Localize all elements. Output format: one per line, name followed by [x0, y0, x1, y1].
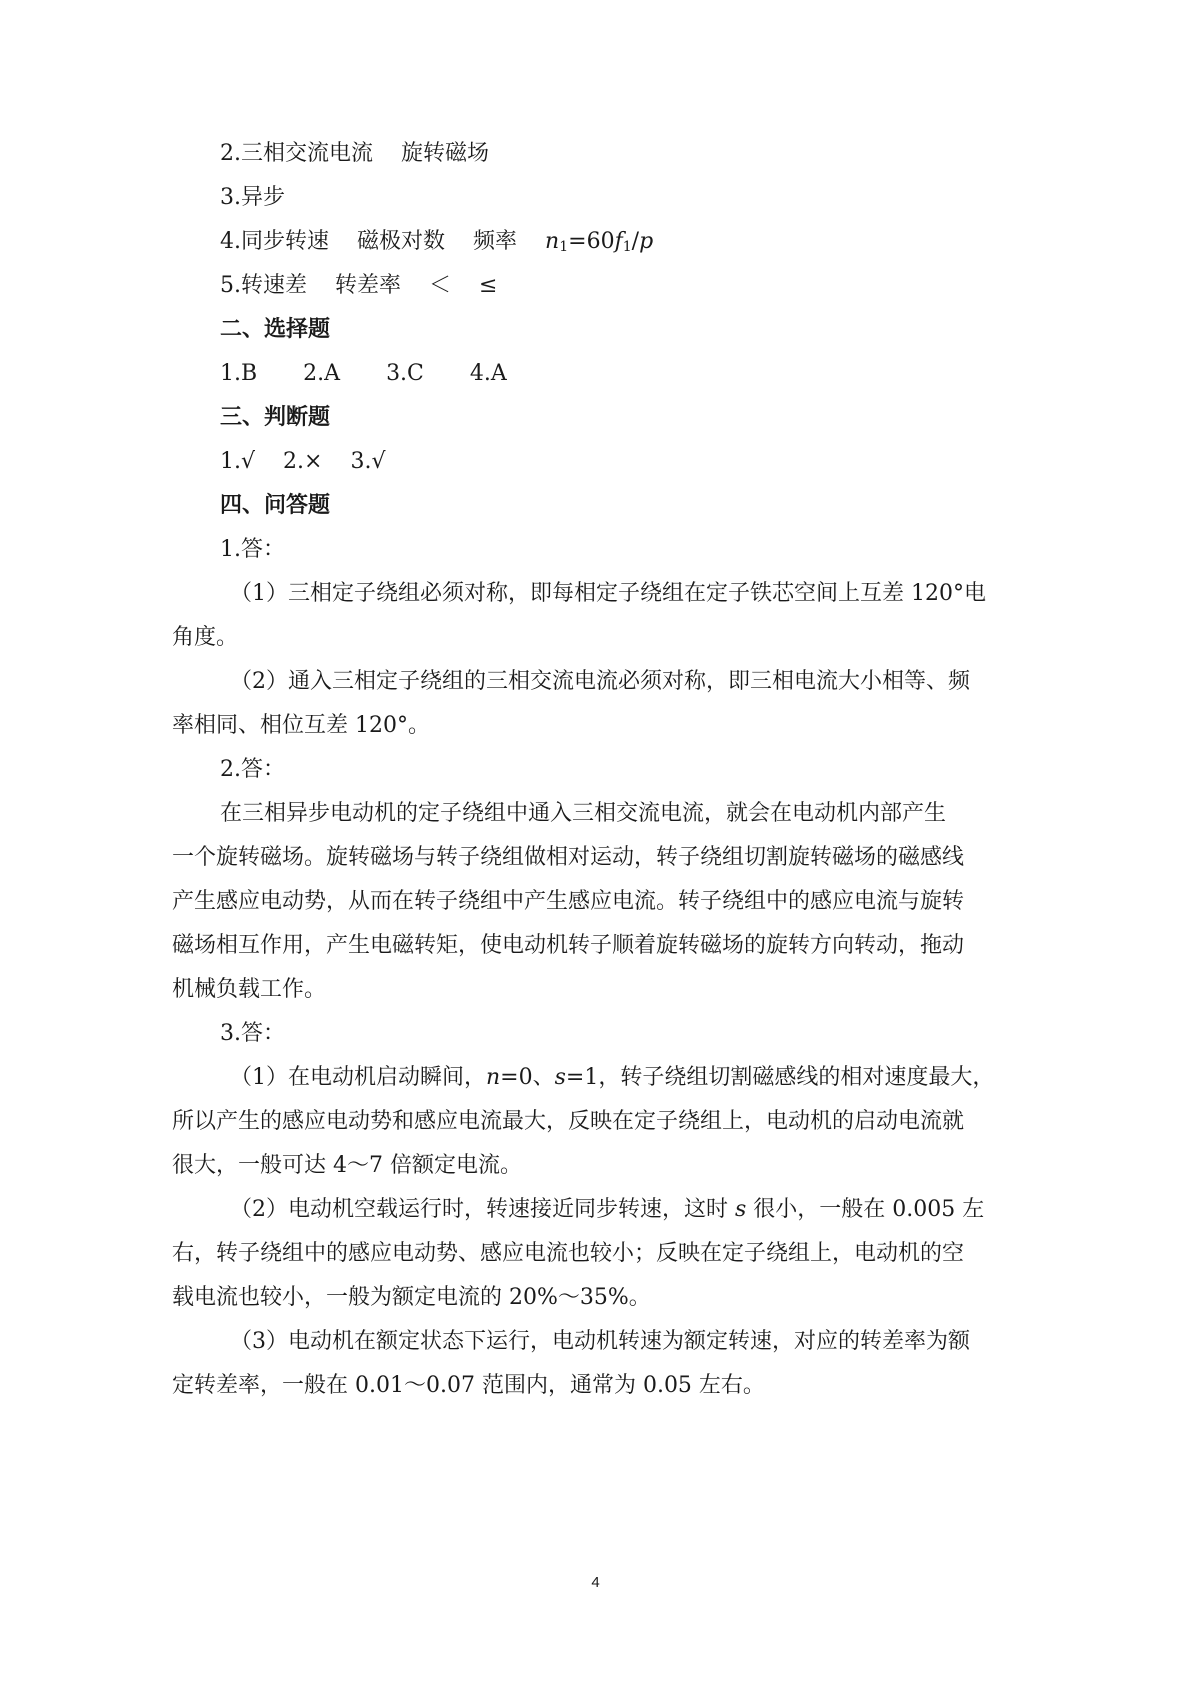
formula-var-f: f: [614, 229, 623, 254]
var-s: s: [735, 1197, 747, 1222]
qa-label-3: 3.答：: [220, 1021, 285, 1046]
choice-answer: 4.A: [469, 361, 507, 386]
judge-answer: 1.√: [220, 449, 256, 474]
var-s: s: [554, 1065, 566, 1090]
var-n: n: [486, 1065, 501, 1090]
paragraph-line: [230, 1195, 984, 1225]
answer-text: 频率: [473, 229, 518, 254]
section-title-choice: 二、选择题: [220, 317, 331, 342]
page-number: 4: [591, 1574, 600, 1591]
answer-text: 旋转磁场: [401, 141, 490, 166]
item-number: 3.: [220, 185, 241, 210]
text-run: （2）电动机空载运行时，转速接近同步转速，这时: [230, 1197, 735, 1222]
paragraph-line: （1）三相定子绕组必须对称，即每相定子绕组在定子铁芯空间上互差 120°电: [230, 581, 986, 606]
paragraph-line: 所以产生的感应电动势和感应电流最大，反映在定子绕组上，电动机的启动电流就: [172, 1109, 965, 1134]
fill-answer-2: [220, 139, 489, 169]
fill-answer-4: [220, 227, 653, 257]
text-run: （1）在电动机启动瞬间，: [230, 1065, 486, 1090]
fill-answer-3: [220, 183, 285, 213]
text-run: 很小，一般在 0.005 左: [746, 1197, 985, 1222]
qa-label-2: 2.答：: [220, 757, 285, 782]
text-run: =0、: [500, 1065, 555, 1090]
paragraph-line: 一个旋转磁场。旋转磁场与转子绕组做相对运动，转子绕组切割旋转磁场的磁感线: [172, 845, 965, 870]
paragraph-line: （2）通入三相定子绕组的三相交流电流必须对称，即三相电流大小相等、频: [230, 669, 970, 694]
answer-text: 同步转速: [241, 229, 330, 254]
formula-subscript: 1: [622, 239, 632, 255]
answer-text: 三相交流电流: [241, 141, 374, 166]
paragraph-line: 定转差率，一般在 0.01～0.07 范围内，通常为 0.05 左右。: [172, 1373, 765, 1398]
formula-subscript: 1: [559, 239, 569, 255]
choice-answer: 3.C: [386, 361, 424, 386]
item-number: 5.: [220, 273, 241, 298]
item-number: 4.: [220, 229, 241, 254]
section-title-qa: 四、问答题: [220, 493, 331, 518]
fill-answer-5: [220, 271, 497, 301]
judge-answer: 2.×: [283, 449, 323, 474]
paragraph-line: 在三相异步电动机的定子绕组中通入三相交流电流，就会在电动机内部产生: [220, 801, 947, 826]
formula-var-p: p: [639, 229, 654, 254]
formula: [545, 229, 653, 254]
item-number: 2.: [220, 141, 241, 166]
paragraph-line: 载电流也较小，一般为额定电流的 20%～35%。: [172, 1285, 651, 1310]
answer-text: 磁极对数: [357, 229, 446, 254]
judge-answers: [220, 447, 385, 477]
paragraph-line: [230, 1063, 994, 1093]
judge-answer: 3.√: [350, 449, 386, 474]
paragraph-line: 右，转子绕组中的感应电动势、感应电流也较小；反映在定子绕组上，电动机的空: [172, 1241, 965, 1266]
formula-var-n: n: [545, 229, 560, 254]
choice-answers: [220, 359, 507, 389]
answer-text: 异步: [241, 185, 286, 210]
section-title-judge: 三、判断题: [220, 405, 331, 430]
choice-answer: 1.B: [220, 361, 258, 386]
answer-text: 转差率: [335, 273, 402, 298]
paragraph-line: 产生感应电动势，从而在转子绕组中产生感应电流。转子绕组中的感应电流与旋转: [172, 889, 965, 914]
formula-mid: =60: [568, 229, 615, 254]
formula-slash: /: [631, 229, 640, 254]
qa-label-1: 1.答：: [220, 537, 285, 562]
paragraph-line: 磁场相互作用，产生电磁转矩，使电动机转子顺着旋转磁场的旋转方向转动，拖动: [172, 933, 965, 958]
answer-text: 转速差: [241, 273, 308, 298]
paragraph-line: 很大，一般可达 4～7 倍额定电流。: [172, 1153, 522, 1178]
choice-answer: 2.A: [303, 361, 341, 386]
answer-text: ＜: [429, 273, 452, 298]
paragraph-line: （3）电动机在额定状态下运行，电动机转速为额定转速，对应的转差率为额: [230, 1329, 970, 1354]
answer-text: ≤: [479, 273, 498, 298]
text-run: =1，转子绕组切割磁感线的相对速度最大，: [565, 1065, 995, 1090]
paragraph-line: 角度。: [172, 625, 239, 650]
paragraph-line: 机械负载工作。: [172, 977, 327, 1002]
paragraph-line: 率相同、相位互差 120°。: [172, 713, 430, 738]
